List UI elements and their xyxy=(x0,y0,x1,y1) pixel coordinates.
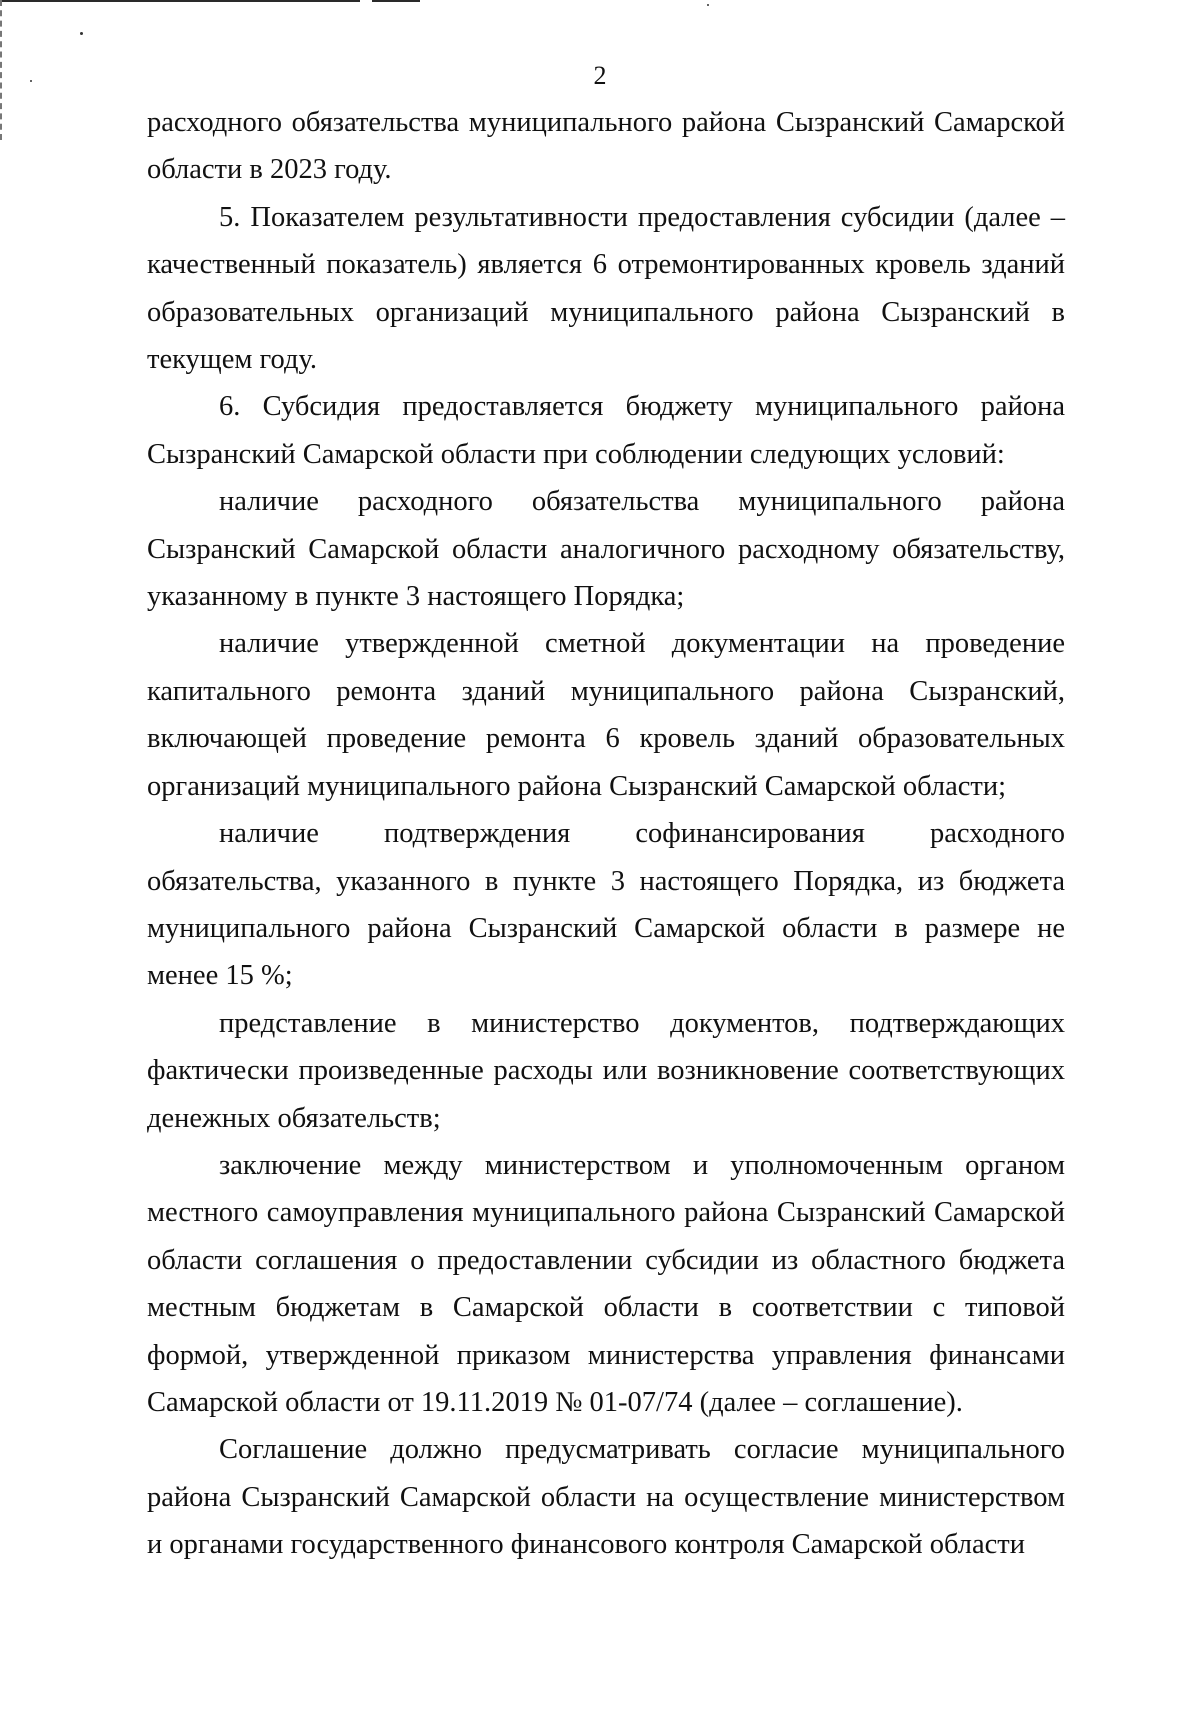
paragraph: представление в министерство документов, подтверждающих фактически произведенные расходы или возникновение соответствующих денежных обязательств; xyxy=(147,1007,1065,1134)
paragraph: наличие подтверждения софинансирования расходного обязательства, указанного в пункте 3 настоящего Порядка, из бюджета муниципального района Сызранский Самарской области в размере не менее 15 %; xyxy=(147,818,1065,992)
scan-edge-line xyxy=(0,0,360,2)
paragraph: наличие расходного обязательства муниципального района Сызранский Самарской области аналогичного расходному обязательству, указанному в пункте 3 настоящего Порядка; xyxy=(147,486,1065,613)
paragraph: 5. Показателем результативности предоставления субсидии (далее – качественный показатель) является 6 отремонтированных кровель зданий образовательных организаций муниципального района Сызранский в текущем году. xyxy=(147,201,1065,376)
document-body xyxy=(147,99,1065,1569)
scan-speck xyxy=(707,4,709,6)
paragraph: заключение между министерством и уполномоченным органом местного самоуправления муниципального района Сызранский Самарской области соглашения о предоставлении субсидии из областного бюджета местным бюджетам в Самарской области в соответствии с типовой формой, утвержденной приказом министерства управления финансами Самарской области от 19.11.2019 № 01-07/74 (далее – соглашение). xyxy=(147,1149,1065,1418)
paragraph: Соглашение должно предусматривать согласие муниципального района Сызранский Самарской области на осуществление министерством и органами государственного финансового контроля Самарской области xyxy=(147,1434,1065,1561)
paragraph: наличие утвержденной сметной документации на проведение капитального ремонта зданий муниципального района Сызранский, включающей проведение ремонта 6 кровель зданий образовательных организаций муниципального района Сызранский Самарской области; xyxy=(147,628,1065,802)
scan-edge-line xyxy=(372,0,420,2)
scan-speck xyxy=(80,32,83,35)
page-number: 2 xyxy=(593,61,607,90)
paragraph: расходного обязательства муниципального района Сызранский Самарской области в 2023 году. xyxy=(147,107,1065,186)
paragraph: 6. Субсидия предоставляется бюджету муниципального района Сызранский Самарской области при соблюдении следующих условий: xyxy=(147,391,1065,470)
